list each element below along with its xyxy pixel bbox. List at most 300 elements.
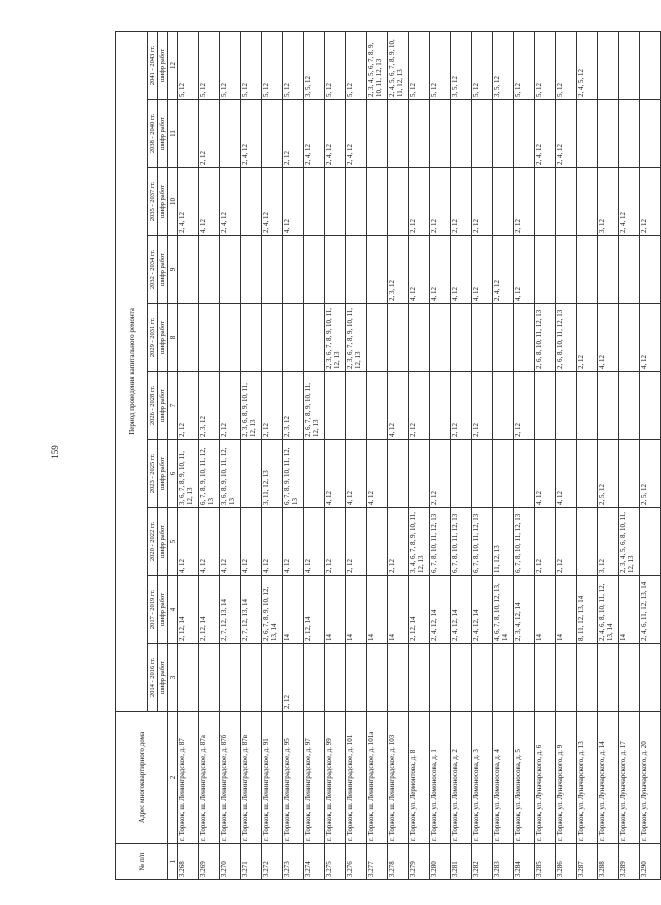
work-code-cell: 2, 4, 12, 14: [430, 576, 451, 644]
work-code-cell: 2, 3, 6, 7, 8, 9, 10, 11, 12, 13: [325, 304, 346, 372]
work-code-cell: 2, 3, 12: [388, 236, 409, 304]
work-code-cell: 2, 12, 14: [409, 576, 430, 644]
work-code-cell: 2, 4, 12, 14: [451, 576, 472, 644]
header-work-code: шифр работ: [158, 31, 168, 99]
work-code-cell: 6, 7, 8, 9, 10, 11, 12, 13: [283, 440, 304, 508]
work-code-cell: 6, 7, 8, 10, 11, 12, 13: [451, 508, 472, 576]
work-code-cell: [346, 372, 367, 440]
header-work-code: шифр работ: [158, 644, 168, 712]
work-code-cell: 5, 12: [556, 31, 577, 99]
work-code-cell: 2, 6, 8, 10, 11, 12, 13: [535, 304, 556, 372]
work-code-cell: [619, 100, 640, 168]
work-code-cell: 3, 5, 12: [304, 31, 325, 99]
row-number: 3.269: [199, 844, 220, 880]
work-code-cell: [577, 644, 598, 712]
header-work-code: шифр работ: [158, 440, 168, 508]
work-code-cell: 3, 6, 7, 8, 9, 10, 11, 12, 13: [178, 440, 199, 508]
work-code-cell: 3, 12: [598, 168, 619, 236]
work-code-cell: [241, 304, 262, 372]
work-code-cell: [577, 168, 598, 236]
work-code-cell: [472, 644, 493, 712]
header-period: 2038 - 2040 гг.: [148, 100, 158, 168]
work-code-cell: 14: [346, 576, 367, 644]
work-code-cell: [346, 168, 367, 236]
row-address: г. Торжок, ш. Ленинградское, д. 95: [283, 712, 304, 844]
work-code-cell: [178, 236, 199, 304]
work-code-cell: [451, 304, 472, 372]
work-code-cell: 2, 4, 12: [241, 100, 262, 168]
row-number: 3.287: [577, 844, 598, 880]
work-code-cell: [178, 100, 199, 168]
work-code-cell: 14: [388, 576, 409, 644]
header-column-number: 10: [168, 168, 178, 236]
row-number: 3.283: [493, 844, 514, 880]
work-code-cell: [556, 372, 577, 440]
work-code-cell: [325, 372, 346, 440]
work-code-cell: 3, 11, 12, 13: [262, 440, 283, 508]
work-code-cell: [430, 100, 451, 168]
work-code-cell: [304, 440, 325, 508]
table-row: [514, 31, 535, 879]
work-code-cell: [178, 644, 199, 712]
work-code-cell: 6, 7, 8, 10, 11, 12, 13: [514, 508, 535, 576]
work-code-cell: 5, 12: [262, 31, 283, 99]
header-column-numbers-row: [168, 31, 178, 879]
work-code-cell: 4, 12: [199, 168, 220, 236]
work-code-cell: [241, 440, 262, 508]
header-work-code: шифр работ: [158, 236, 168, 304]
table-row: [409, 31, 430, 879]
work-code-cell: 2, 4, 6, 8, 10, 11, 12, 13, 14: [598, 576, 619, 644]
work-code-cell: 2, 3, 4, 5, 6, 7, 8, 9, 10, 11, 12, 13: [367, 31, 388, 99]
work-code-cell: [409, 100, 430, 168]
work-code-cell: 2, 5, 12: [598, 440, 619, 508]
work-code-cell: [472, 304, 493, 372]
work-code-cell: 5, 12: [430, 31, 451, 99]
work-code-cell: 4, 12: [388, 372, 409, 440]
row-address: г. Торжок, ш. Ленинградское, д. 91: [262, 712, 283, 844]
header-period: 2032 - 2034 гг.: [148, 236, 158, 304]
table-row: [367, 31, 388, 879]
row-address: г. Торжок, ул. Луначарского, д. 20: [640, 712, 661, 844]
row-address: г. Торжок, ш. Ленинградское, д. 87а: [199, 712, 220, 844]
work-code-cell: 2, 12: [283, 644, 304, 712]
work-code-cell: [220, 100, 241, 168]
work-code-cell: [598, 236, 619, 304]
work-code-cell: [493, 100, 514, 168]
work-code-cell: [640, 31, 661, 99]
work-code-cell: 5, 12: [409, 31, 430, 99]
work-code-cell: [262, 304, 283, 372]
work-code-cell: [304, 236, 325, 304]
work-code-cell: [493, 372, 514, 440]
work-code-cell: [430, 644, 451, 712]
row-number: 3.286: [556, 844, 577, 880]
work-code-cell: [430, 304, 451, 372]
row-address: г. Торжок, ул. Лермонтова, д. 8: [409, 712, 430, 844]
row-number: 3.276: [346, 844, 367, 880]
header-column-number: 9: [168, 236, 178, 304]
work-code-cell: 2, 3, 4, 12, 14: [514, 576, 535, 644]
table-row: [241, 31, 262, 879]
header-work-code: шифр работ: [158, 576, 168, 644]
row-address: г. Торжок, ул. Луначарского, д. 17: [619, 712, 640, 844]
table-row: [346, 31, 367, 879]
work-code-cell: [619, 372, 640, 440]
header-column-number: 1: [168, 844, 178, 880]
header-column-number: 12: [168, 31, 178, 99]
work-code-cell: 2, 6, 7, 8, 9, 10, 11, 12, 13: [304, 372, 325, 440]
work-code-cell: [493, 440, 514, 508]
work-code-cell: [304, 644, 325, 712]
work-code-cell: [451, 100, 472, 168]
work-code-cell: 2, 6, 8, 10, 11, 12, 13: [556, 304, 577, 372]
work-code-cell: 3, 5, 12: [451, 31, 472, 99]
work-code-cell: 2, 6, 7, 8, 9, 10, 12, 13, 14: [262, 576, 283, 644]
work-code-cell: 2, 7, 12, 13, 14: [220, 576, 241, 644]
work-code-cell: 2, 4, 12: [304, 100, 325, 168]
work-code-cell: 4, 12: [514, 236, 535, 304]
work-code-cell: [577, 372, 598, 440]
table-row: [556, 31, 577, 879]
work-code-cell: [451, 440, 472, 508]
header-column-number: 5: [168, 508, 178, 576]
work-code-cell: 5, 12: [346, 31, 367, 99]
row-address: г. Торжок, ул. Ломоносова, д. 5: [514, 712, 535, 844]
work-code-cell: [493, 168, 514, 236]
row-address: г. Торжок, ш. Ленинградское, д. 87б: [220, 712, 241, 844]
work-code-cell: 14: [283, 576, 304, 644]
row-number: 3.272: [262, 844, 283, 880]
row-address: г. Торжок, ул. Луначарского, д. 6: [535, 712, 556, 844]
work-code-cell: 6, 7, 8, 9, 10, 11, 12, 13: [199, 440, 220, 508]
row-address: г. Торжок, ш. Ленинградское, д. 87: [178, 712, 199, 844]
header-period: 2017 - 2019 гг.: [148, 576, 158, 644]
work-code-cell: [325, 168, 346, 236]
work-code-cell: 4, 12: [199, 508, 220, 576]
table-row: [304, 31, 325, 879]
row-number: 3.282: [472, 844, 493, 880]
header-work-code: шифр работ: [158, 168, 168, 236]
work-code-cell: 2, 12: [535, 508, 556, 576]
header-num: № п/п: [116, 844, 168, 880]
row-number: 3.274: [304, 844, 325, 880]
work-code-cell: 14: [367, 576, 388, 644]
work-code-cell: 2, 4, 12: [262, 168, 283, 236]
work-code-cell: 4, 12: [451, 236, 472, 304]
header-column-number: 4: [168, 576, 178, 644]
work-code-cell: [304, 304, 325, 372]
work-code-cell: 2, 4, 12: [346, 100, 367, 168]
header-column-number: 2: [168, 712, 178, 844]
work-code-cell: 2, 4, 6, 11, 12, 13, 14: [640, 576, 661, 644]
work-code-cell: [493, 644, 514, 712]
work-code-cell: [409, 644, 430, 712]
header-period: 2014 - 2016 гг.: [148, 644, 158, 712]
work-code-cell: [451, 644, 472, 712]
header-period: 2029 - 2031 гг.: [148, 304, 158, 372]
work-code-cell: 2, 12: [472, 168, 493, 236]
work-code-cell: [493, 304, 514, 372]
rotated-table-container: [115, 32, 648, 880]
work-code-cell: [367, 100, 388, 168]
work-code-cell: [535, 168, 556, 236]
work-code-cell: [367, 168, 388, 236]
work-code-cell: [577, 100, 598, 168]
work-code-cell: [598, 100, 619, 168]
table-row: [535, 31, 556, 879]
row-address: г. Торжок, ш. Ленинградское, д. 101: [346, 712, 367, 844]
work-code-cell: 2, 12: [220, 372, 241, 440]
row-address: г. Торжок, ш. Ленинградское, д. 97: [304, 712, 325, 844]
work-code-cell: [619, 440, 640, 508]
work-code-cell: 2, 4, 12: [325, 100, 346, 168]
header-column-number: 6: [168, 440, 178, 508]
work-code-cell: 2, 12: [262, 372, 283, 440]
work-code-cell: 14: [535, 576, 556, 644]
work-code-cell: [640, 644, 661, 712]
work-code-cell: [241, 236, 262, 304]
row-address: г. Торжок, ш. Ленинградское, д. 103: [388, 712, 409, 844]
row-address: г. Торжок, ул. Луначарского, д. 14: [598, 712, 619, 844]
work-code-cell: [262, 644, 283, 712]
work-code-cell: 2, 12: [388, 508, 409, 576]
work-code-cell: [220, 236, 241, 304]
work-code-cell: 5, 12: [199, 31, 220, 99]
work-code-cell: [262, 236, 283, 304]
work-code-cell: 2, 12: [346, 508, 367, 576]
header-period: 2023 - 2025 гг.: [148, 440, 158, 508]
work-code-cell: [535, 372, 556, 440]
table-row: [283, 31, 304, 879]
work-code-cell: [598, 31, 619, 99]
work-code-cell: 2, 12: [409, 168, 430, 236]
row-number: 3.275: [325, 844, 346, 880]
work-code-cell: [619, 31, 640, 99]
work-code-cell: 5, 12: [241, 31, 262, 99]
header-period-group: Период проведения капитального ремонта: [116, 31, 148, 711]
row-number: 3.289: [619, 844, 640, 880]
work-code-cell: 2, 4, 12: [220, 168, 241, 236]
header-column-number: 3: [168, 644, 178, 712]
header-address: Адрес многоквартирного дома: [116, 712, 168, 844]
work-code-cell: 2, 3, 12: [283, 372, 304, 440]
work-code-cell: 4, 6, 7, 8, 10, 12, 13, 14: [493, 576, 514, 644]
table-row: [262, 31, 283, 879]
table-row: [178, 31, 199, 879]
row-address: г. Торжок, ул. Ломоносова, д. 4: [493, 712, 514, 844]
page-number: 159: [50, 445, 60, 459]
header-period: 2020 - 2022 гг.: [148, 508, 158, 576]
work-code-cell: [388, 100, 409, 168]
work-code-cell: 14: [556, 576, 577, 644]
work-code-cell: 4, 12: [535, 440, 556, 508]
header-period: 2041 - 2043 гг.: [148, 31, 158, 99]
work-code-cell: 2, 4, 5, 12: [577, 31, 598, 99]
work-code-cell: [556, 644, 577, 712]
work-code-cell: 5, 12: [325, 31, 346, 99]
work-code-cell: [199, 304, 220, 372]
work-code-cell: [409, 440, 430, 508]
row-address: г. Торжок, ш. Ленинградское, д. 87в: [241, 712, 262, 844]
work-code-cell: 5, 12: [514, 31, 535, 99]
row-number: 3.270: [220, 844, 241, 880]
row-number: 3.278: [388, 844, 409, 880]
work-code-cell: [619, 304, 640, 372]
table-row: [619, 31, 640, 879]
work-code-cell: 2, 3, 4, 5, 6, 8, 10, 11, 12, 13: [619, 508, 640, 576]
work-code-cell: 4, 12: [598, 304, 619, 372]
work-code-cell: [640, 100, 661, 168]
work-code-cell: [388, 304, 409, 372]
row-address: г. Торжок, ул. Ломоносова, д. 2: [451, 712, 472, 844]
work-code-cell: 2, 4, 12: [556, 100, 577, 168]
table-row: [493, 31, 514, 879]
work-code-cell: 2, 4, 12: [178, 168, 199, 236]
table-row: [451, 31, 472, 879]
table-row: [472, 31, 493, 879]
work-code-cell: [535, 236, 556, 304]
table-row: [430, 31, 451, 879]
work-code-cell: 4, 12: [409, 236, 430, 304]
work-code-cell: [178, 304, 199, 372]
work-code-cell: 4, 12: [220, 508, 241, 576]
work-code-cell: [367, 304, 388, 372]
work-code-cell: 2, 12, 14: [178, 576, 199, 644]
header-work-code: шифр работ: [158, 372, 168, 440]
work-code-cell: [640, 236, 661, 304]
work-code-cell: 2, 12: [409, 372, 430, 440]
work-code-cell: 2, 4, 12, 14: [472, 576, 493, 644]
header-work-code: шифр работ: [158, 508, 168, 576]
row-number: 3.268: [178, 844, 199, 880]
work-code-cell: [640, 372, 661, 440]
work-code-cell: [346, 236, 367, 304]
work-code-cell: [640, 508, 661, 576]
work-code-cell: 3, 5, 12: [493, 31, 514, 99]
header-work-code: шифр работ: [158, 100, 168, 168]
row-number: 3.271: [241, 844, 262, 880]
row-address: г. Торжок, ул. Луначарского, д. 9: [556, 712, 577, 844]
header-period: 2026 - 2028 гг.: [148, 372, 158, 440]
work-code-cell: [514, 644, 535, 712]
table-row: [598, 31, 619, 879]
work-code-cell: [556, 168, 577, 236]
row-number: 3.281: [451, 844, 472, 880]
work-code-cell: [472, 100, 493, 168]
work-code-cell: 2, 12: [430, 168, 451, 236]
work-code-cell: 4, 12: [640, 304, 661, 372]
table-body: [178, 31, 661, 879]
work-code-cell: [514, 100, 535, 168]
work-code-cell: [388, 168, 409, 236]
table-row: [199, 31, 220, 879]
work-code-cell: 4, 12: [304, 508, 325, 576]
work-code-cell: 2, 3, 12: [199, 372, 220, 440]
work-code-cell: 5, 12: [220, 31, 241, 99]
work-code-cell: [220, 644, 241, 712]
work-code-cell: 4, 12: [283, 168, 304, 236]
work-code-cell: 2, 4, 12: [619, 168, 640, 236]
work-code-cell: [241, 644, 262, 712]
work-code-cell: [388, 440, 409, 508]
repair-schedule-table: [115, 31, 661, 880]
work-code-cell: [367, 644, 388, 712]
table-row: [577, 31, 598, 879]
row-address: г. Торжок, ул. Ломоносова, д. 1: [430, 712, 451, 844]
work-code-cell: [577, 236, 598, 304]
row-number: 3.285: [535, 844, 556, 880]
row-address: г. Торжок, ш. Ленинградское, д. 99: [325, 712, 346, 844]
work-code-cell: 2, 12: [283, 100, 304, 168]
work-code-cell: 14: [619, 576, 640, 644]
work-code-cell: 11, 12, 13: [493, 508, 514, 576]
work-code-cell: [619, 236, 640, 304]
row-number: 3.290: [640, 844, 661, 880]
table-row: [388, 31, 409, 879]
work-code-cell: [619, 644, 640, 712]
work-code-cell: 2, 12, 14: [304, 576, 325, 644]
work-code-cell: 2, 12: [325, 508, 346, 576]
header-column-number: 11: [168, 100, 178, 168]
work-code-cell: 2, 7, 12, 13, 14: [241, 576, 262, 644]
work-code-cell: 2, 12: [430, 440, 451, 508]
work-code-cell: 3, 4, 6, 7, 8, 9, 10, 11, 12, 13: [409, 508, 430, 576]
work-code-cell: 2, 12: [514, 372, 535, 440]
row-address: г. Торжок, ул. Луначарского, д. 13: [577, 712, 598, 844]
work-code-cell: 2, 3, 6, 7, 8, 9, 10, 11, 12, 13: [346, 304, 367, 372]
work-code-cell: 8, 11, 12, 13, 14: [577, 576, 598, 644]
row-address: г. Торжок, ш. Ленинградское, д. 101а: [367, 712, 388, 844]
work-code-cell: 3, 6, 8, 9, 10, 11, 12, 13: [220, 440, 241, 508]
row-number: 3.284: [514, 844, 535, 880]
work-code-cell: 2, 5, 12: [640, 440, 661, 508]
work-code-cell: 2, 4, 12: [535, 100, 556, 168]
work-code-cell: 2, 12, 14: [199, 576, 220, 644]
row-number: 3.277: [367, 844, 388, 880]
header-work-code: шифр работ: [158, 304, 168, 372]
work-code-cell: [346, 644, 367, 712]
header-column-number: 7: [168, 372, 178, 440]
work-code-cell: 2, 12: [640, 168, 661, 236]
work-code-cell: 14: [325, 576, 346, 644]
work-code-cell: 2, 12: [451, 372, 472, 440]
work-code-cell: [472, 440, 493, 508]
work-code-cell: 4, 12: [430, 236, 451, 304]
work-code-cell: 2, 12: [451, 168, 472, 236]
work-code-cell: 4, 12: [178, 508, 199, 576]
row-number: 3.280: [430, 844, 451, 880]
work-code-cell: [325, 644, 346, 712]
table-row: [220, 31, 241, 879]
row-address: г. Торжок, ул. Ломоносова, д. 3: [472, 712, 493, 844]
work-code-cell: 5, 12: [283, 31, 304, 99]
work-code-cell: [535, 644, 556, 712]
work-code-cell: [304, 168, 325, 236]
work-code-cell: 5, 12: [178, 31, 199, 99]
header-period: 2035 - 2037 гг.: [148, 168, 158, 236]
row-number: 3.273: [283, 844, 304, 880]
work-code-cell: 4, 12: [262, 508, 283, 576]
work-code-cell: [409, 304, 430, 372]
work-code-cell: [262, 100, 283, 168]
work-code-cell: 4, 12: [346, 440, 367, 508]
work-code-cell: [598, 372, 619, 440]
work-code-cell: [388, 644, 409, 712]
work-code-cell: [598, 644, 619, 712]
work-code-cell: 6, 7, 8, 10, 11, 12, 13: [472, 508, 493, 576]
work-code-cell: [577, 440, 598, 508]
